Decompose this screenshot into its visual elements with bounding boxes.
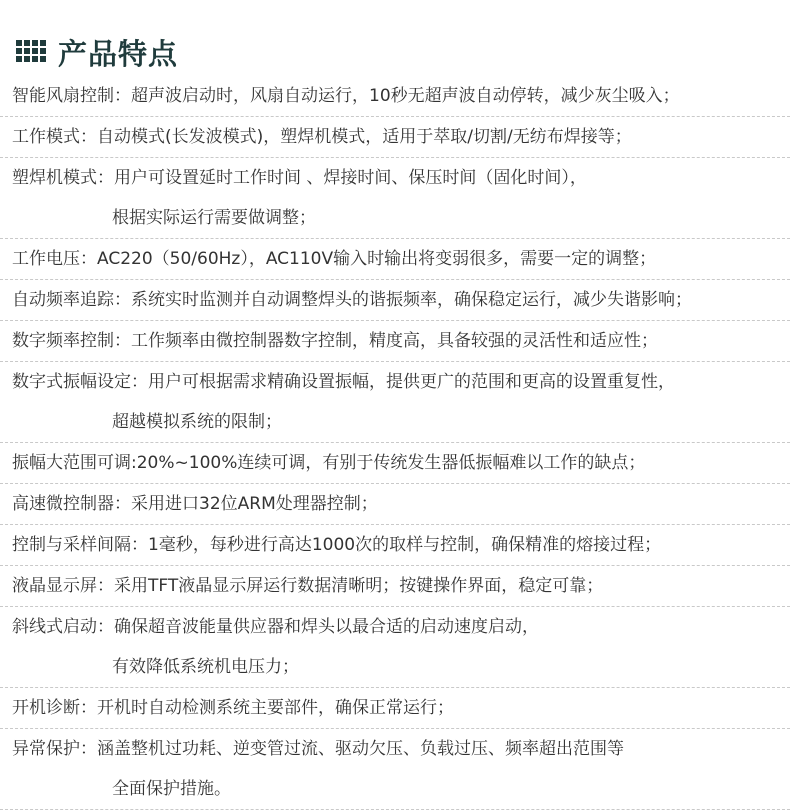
feature-row bbox=[0, 484, 790, 525]
feature-row bbox=[0, 76, 790, 117]
feature-line-continuation: 超越模拟系统的限制； bbox=[112, 412, 282, 432]
feature-row bbox=[0, 607, 790, 688]
feature-row bbox=[0, 239, 790, 280]
feature-row bbox=[0, 729, 790, 810]
feature-line: 振幅大范围可调:20%~100%连续可调，有别于传统发生器低振幅难以工作的缺点； bbox=[12, 453, 646, 473]
feature-line: 控制与采样间隔：1毫秒，每秒进行高达1000次的取样与控制，确保精准的熔接过程； bbox=[12, 535, 662, 555]
section-header bbox=[16, 28, 178, 76]
feature-line: 工作模式：自动模式(长发波模式)，塑焊机模式，适用于萃取/切割/无纺布焊接等； bbox=[12, 127, 632, 147]
feature-row bbox=[0, 158, 790, 239]
feature-row bbox=[0, 321, 790, 362]
feature-row bbox=[0, 280, 790, 321]
feature-line-continuation: 全面保护措施。 bbox=[112, 779, 231, 799]
feature-line: 斜线式启动：确保超音波能量供应器和焊头以最合适的启动速度启动， bbox=[12, 617, 539, 637]
feature-row bbox=[0, 362, 790, 443]
feature-line: 塑焊机模式：用户可设置延时工作时间 、焊接时间、保压时间（固化时间）， bbox=[12, 168, 587, 188]
feature-line: 数字频率控制：工作频率由微控制器数字控制，精度高，具备较强的灵活性和适应性； bbox=[12, 331, 658, 351]
feature-row bbox=[0, 525, 790, 566]
grid-icon bbox=[16, 40, 46, 64]
feature-line: 智能风扇控制：超声波启动时，风扇自动运行，10秒无超声波自动停转，减少灰尘吸入； bbox=[12, 86, 680, 106]
feature-line: 异常保护：涵盖整机过功耗、逆变管过流、驱动欠压、负载过压、频率超出范围等 bbox=[12, 739, 624, 759]
section-title: 产品特点 bbox=[58, 36, 179, 71]
feature-row bbox=[0, 443, 790, 484]
feature-line: 液晶显示屏：采用TFT液晶显示屏运行数据清晰明；按键操作界面，稳定可靠； bbox=[12, 576, 604, 596]
feature-line: 高速微控制器：采用进口32位ARM处理器控制； bbox=[12, 494, 378, 514]
feature-line: 数字式振幅设定：用户可根据需求精确设置振幅，提供更广的范围和更高的设置重复性， bbox=[12, 372, 675, 392]
feature-row bbox=[0, 688, 790, 729]
feature-line: 自动频率追踪：系统实时监测并自动调整焊头的谐振频率，确保稳定运行，减少失谐影响； bbox=[12, 290, 692, 310]
feature-line: 开机诊断：开机时自动检测系统主要部件，确保正常运行； bbox=[12, 698, 454, 718]
feature-row bbox=[0, 117, 790, 158]
feature-line-continuation: 根据实际运行需要做调整； bbox=[112, 208, 316, 228]
feature-line-continuation: 有效降低系统机电压力； bbox=[112, 657, 299, 677]
feature-line: 工作电压：AC220（50/60Hz），AC110V输入时输出将变弱很多，需要一定的调整； bbox=[12, 249, 657, 269]
feature-row bbox=[0, 566, 790, 607]
